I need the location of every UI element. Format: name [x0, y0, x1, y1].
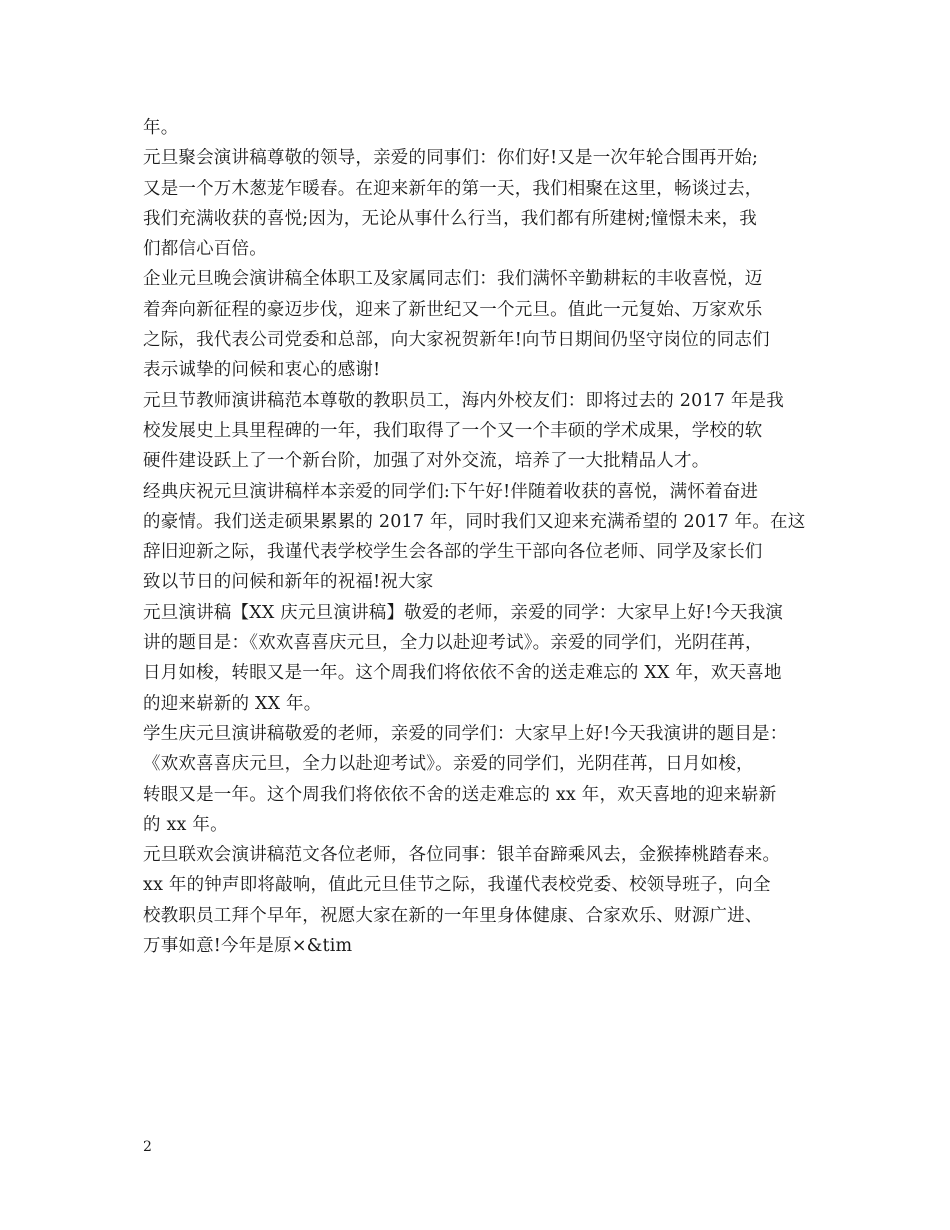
- text-line: 元旦演讲稿【XX 庆元旦演讲稿】敬爱的老师，亲爱的同学：大家早上好!今天我演: [143, 602, 784, 623]
- text-line: xx 年的钟声即将敲响，值此元旦佳节之际，我谨代表校党委、校领导班子，向全: [143, 875, 771, 896]
- text-line: 万事如意!今年是原×&tim: [143, 936, 353, 957]
- text-line: 辞旧迎新之际，我谨代表学校学生会各部的学生干部向各位老师、同学及家长们: [143, 542, 763, 563]
- text-line: 年。: [143, 118, 179, 138]
- text-line: 学生庆元旦演讲稿敬爱的老师，亲爱的同学们：大家早上好!今天我演讲的题目是：: [143, 723, 788, 744]
- text-line: 经典庆祝元旦演讲稿样本亲爱的同学们:下午好!伴随着收获的喜悦，满怀着奋进: [143, 481, 759, 502]
- text-line: 们都信心百倍。: [143, 239, 267, 260]
- text-line: 转眼又是一年。这个周我们将依依不舍的送走难忘的 xx 年，欢天喜地的迎来崭新: [143, 784, 777, 805]
- text-line: 的迎来崭新的 XX 年。: [143, 693, 322, 714]
- text-line: 的 xx 年。: [143, 814, 228, 835]
- text-line: 《欢欢喜喜庆元旦，全力以赴迎考试》。亲爱的同学们，光阴荏苒，日月如梭，: [143, 754, 754, 775]
- text-line: 致以节日的问候和新年的祝福!祝大家: [143, 572, 434, 593]
- text-line: 的豪情。我们送走硕果累累的 2017 年，同时我们又迎来充满希望的 2017 年。在这: [143, 511, 806, 532]
- text-line: 讲的题目是：《欢欢喜喜庆元旦，全力以赴迎考试》。亲爱的同学们，光阴荏苒，: [143, 633, 763, 654]
- text-line: 我们充满收获的喜悦;因为，无论从事什么行当，我们都有所建树;憧憬未来，我: [143, 208, 757, 229]
- text-line: 校发展史上具里程碑的一年，我们取得了一个又一个丰硕的学术成果，学校的软: [143, 420, 763, 441]
- body-text: [143, 113, 823, 961]
- text-line: 元旦联欢会演讲稿范文各位老师，各位同事：银羊奋蹄乘风去，金猴捧桃踏春来。: [143, 845, 781, 866]
- text-line: 元旦节教师演讲稿范本尊敬的教职员工，海内外校友们：即将过去的 2017 年是我: [143, 390, 784, 411]
- text-line: 又是一个万木葱茏乍暖春。在迎来新年的第一天，我们相聚在这里，畅谈过去，: [143, 178, 763, 199]
- text-line: 日月如梭，转眼又是一年。这个周我们将依依不舍的送走难忘的 XX 年，欢天喜地: [143, 663, 782, 684]
- text-line: 之际，我代表公司党委和总部，向大家祝贺新年!向节日期间仍坚守岗位的同志们: [143, 330, 770, 351]
- text-line: 元旦聚会演讲稿尊敬的领导，亲爱的同事们：你们好!又是一次年轮合围再开始;: [143, 148, 759, 169]
- text-line: 硬件建设跃上了一个新台阶，加强了对外交流，培养了一大批精品人才。: [143, 451, 710, 472]
- text-line: 着奔向新征程的豪迈步伐，迎来了新世纪又一个元旦。值此一元复始、万家欢乐: [143, 299, 763, 320]
- text-line: 表示诚挚的问候和衷心的感谢!: [143, 360, 381, 381]
- text-line: 校教职员工拜个早年，祝愿大家在新的一年里身体健康、合家欢乐、财源广进、: [143, 905, 763, 926]
- text-line: 企业元旦晚会演讲稿全体职工及家属同志们：我们满怀辛勤耕耘的丰收喜悦，迈: [143, 269, 763, 290]
- page-number: 2: [143, 1139, 152, 1155]
